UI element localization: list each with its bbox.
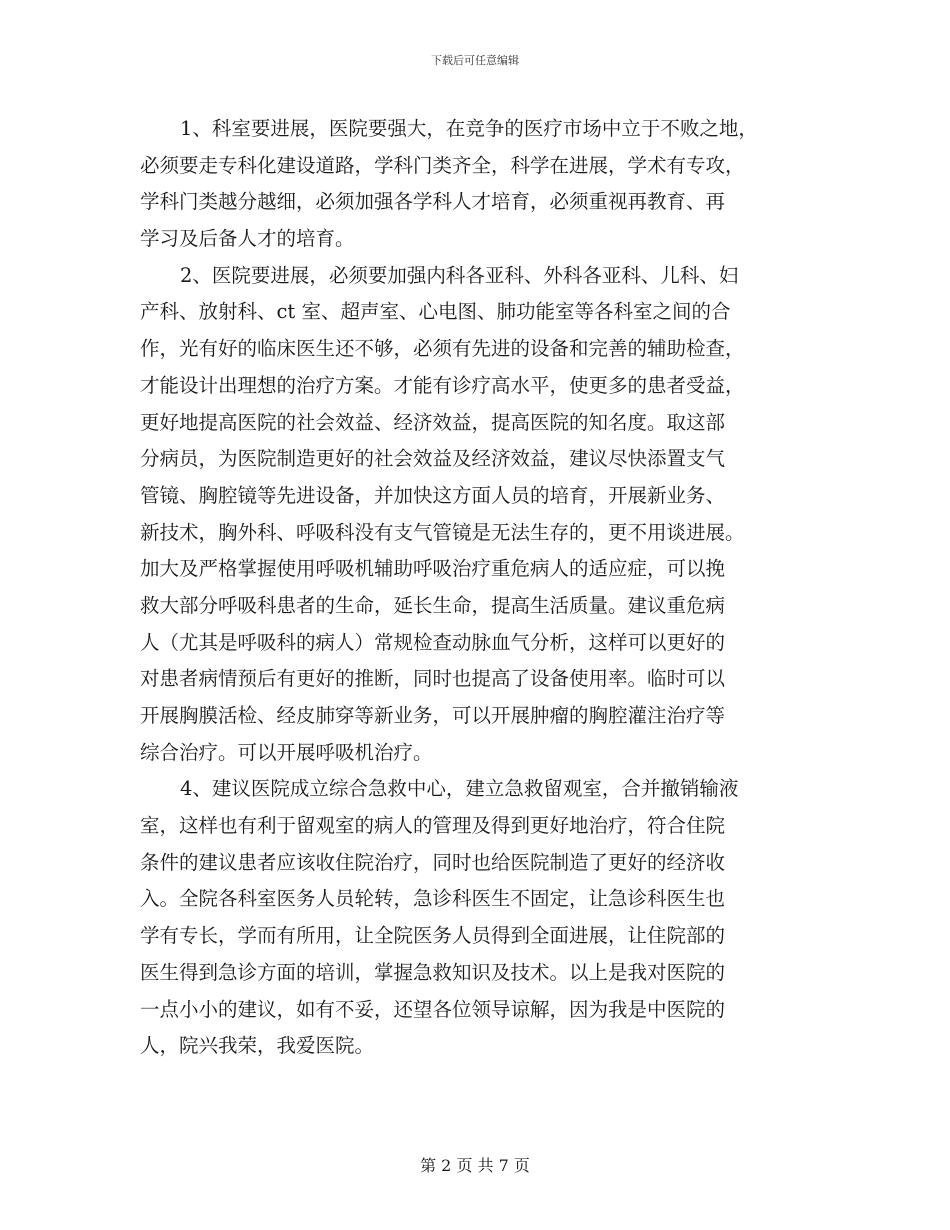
text-line: 产科、放射科、ct 室、超声室、心电图、肺功能室等各科室之间的合 (140, 300, 731, 324)
text-line: 条件的建议患者应该收住院治疗，同时也给医院制造了更好的经济收 (140, 850, 726, 874)
text-line: 救大部分呼吸科患者的生命，延长生命，提高生活质量。建议重危病 (140, 593, 726, 617)
paragraph-2 (140, 258, 820, 772)
text-line: 4、建议医院成立综合急救中心，建立急救留观室，合并撤销输液 (180, 777, 739, 801)
text-line: 人（尤其是呼吸科的病人）常规检查动脉血气分析，这样可以更好的 (140, 630, 726, 654)
text-line: 对患者病情预后有更好的推断，同时也提高了设备使用率。临时可以 (140, 667, 726, 691)
text-line: 2、医院要进展，必须要加强内科各亚科、外科各亚科、儿科、妇 (180, 263, 739, 287)
text-line: 加大及严格掌握使用呼吸机辅助呼吸治疗重危病人的适应症，可以挽 (140, 557, 726, 581)
text-line: 更好地提高医院的社会效益、经济效益，提高医院的知名度。取这部 (140, 410, 726, 434)
text-line: 综合治疗。可以开展呼吸机治疗。 (140, 740, 433, 764)
text-line: 新技术，胸外科、呼吸科没有支气管镜是无法生存的，更不用谈进展。 (140, 520, 745, 544)
text-line: 一点小小的建议，如有不妥，还望各位领导谅解，因为我是中医院的 (140, 997, 726, 1021)
header-note: 下载后可任意编辑 (431, 54, 519, 67)
text-line: 学习及后备人才的培育。 (140, 227, 355, 251)
paragraph-3 (140, 771, 820, 1065)
text-line: 管镜、胸腔镜等先进设备，并加快这方面人员的培育，开展新业务、 (140, 483, 726, 507)
text-line: 作，光有好的临床医生还不够，必须有先进的设备和完善的辅助检查， (140, 337, 745, 361)
document-body (140, 111, 820, 1065)
text-line: 室，这样也有利于留观室的病人的管理及得到更好地治疗，符合住院 (140, 814, 726, 838)
text-line: 人，院兴我荣，我爱医院。 (140, 1034, 375, 1058)
paragraph-1 (140, 111, 820, 258)
text-line: 学有专长，学而有所用，让全院医务人员得到全面进展，让住院部的 (140, 924, 726, 948)
page-number-footer: 第 2 页 共 7 页 (420, 1156, 530, 1175)
text-line: 才能设计出理想的治疗方案。才能有诊疗高水平，使更多的患者受益， (140, 373, 745, 397)
text-line: 入。全院各科室医务人员轮转，急诊科医生不固定，让急诊科医生也 (140, 887, 726, 911)
text-line: 开展胸膜活检、经皮肺穿等新业务，可以开展肿瘤的胸腔灌注治疗等 (140, 704, 726, 727)
text-line: 医生得到急诊方面的培训，掌握急救知识及技术。以上是我对医院的 (140, 960, 726, 984)
text-line: 必须要走专科化建设道路，学科门类齐全，科学在进展，学术有专攻， (140, 153, 745, 177)
text-line: 分病员，为医院制造更好的社会效益及经济效益，建议尽快添置支气 (140, 447, 726, 471)
text-line: 1、科室要进展，医院要强大，在竞争的医疗市场中立于不败之地， (180, 117, 758, 140)
text-line: 学科门类越分越细，必须加强各学科人才培育，必须重视再教育、再 (140, 190, 726, 214)
